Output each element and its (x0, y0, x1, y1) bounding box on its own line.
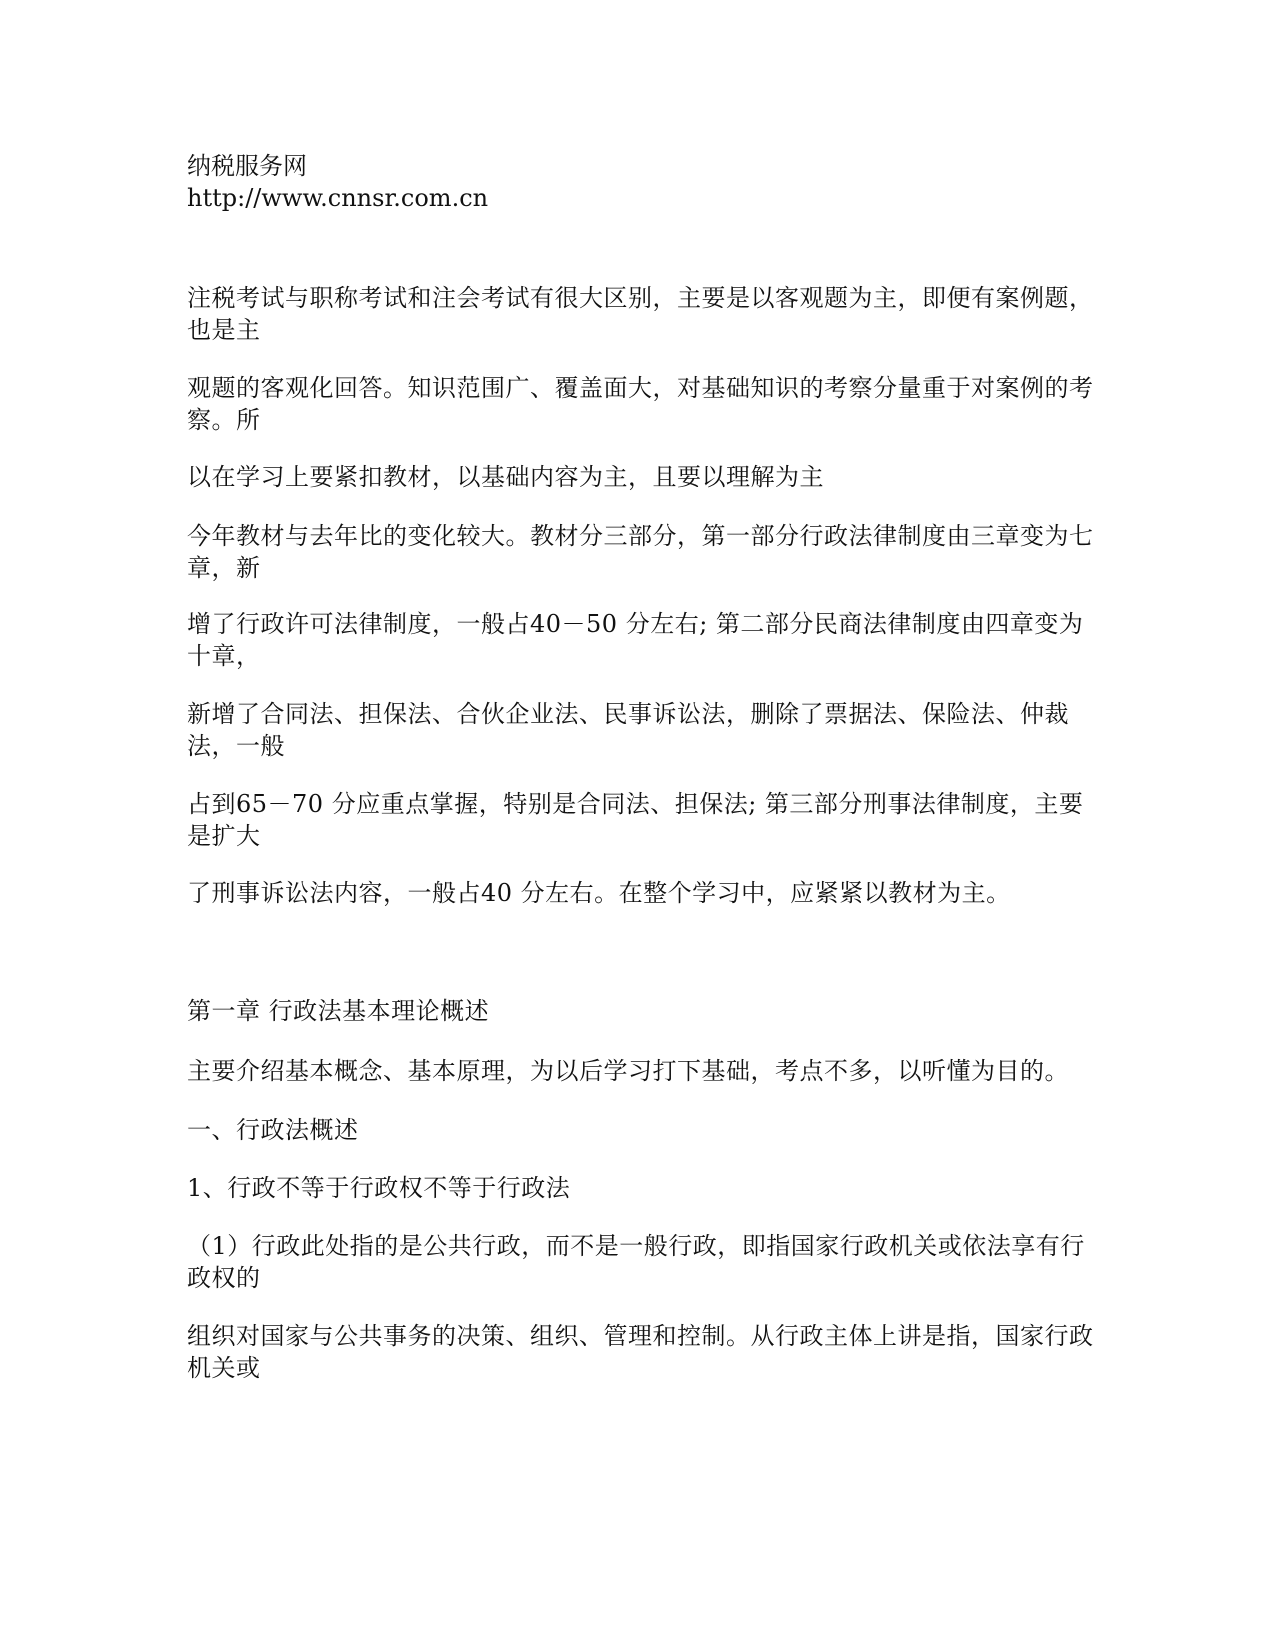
intro-paragraph-7: 占到65－70 分应重点掌握，特别是合同法、担保法; 第三部分刑事法律制度，主要是扩大 (187, 790, 1084, 850)
site-name: 纳税服务网 (187, 152, 307, 180)
intro-paragraph-6: 新增了合同法、担保法、合伙企业法、民事诉讼法，删除了票据法、保险法、仲裁法，一般 (187, 700, 1069, 760)
chapter-summary: 主要介绍基本概念、基本原理，为以后学习打下基础，考点不多，以听懂为目的。 (187, 1057, 1069, 1085)
subsection-heading: 1、行政不等于行政权不等于行政法 (187, 1174, 571, 1202)
body-paragraph-2: 组织对国家与公共事务的决策、组织、管理和控制。从行政主体上讲是指，国家行政机关或 (187, 1322, 1094, 1382)
intro-paragraph-8: 了刑事诉讼法内容，一般占40 分左右。在整个学习中，应紧紧以教材为主。 (187, 879, 1011, 907)
intro-paragraph-2: 观题的客观化回答。知识范围广、覆盖面大，对基础知识的考察分量重于对案例的考察。所 (187, 374, 1094, 434)
intro-paragraph-3: 以在学习上要紧扣教材，以基础内容为主，且要以理解为主 (187, 463, 824, 491)
intro-paragraph-5: 增了行政许可法律制度，一般占40－50 分左右; 第二部分民商法律制度由四章变为十章， (187, 610, 1084, 670)
intro-paragraph-1: 注税考试与职称考试和注会考试有很大区别，主要是以客观题为主，即便有案例题，也是主 (187, 284, 1094, 344)
section-heading: 一、行政法概述 (187, 1116, 359, 1144)
chapter-title: 第一章 行政法基本理论概述 (187, 997, 490, 1025)
body-paragraph-1: （1）行政此处指的是公共行政，而不是一般行政，即指国家行政机关或依法享有行政权的 (187, 1232, 1085, 1292)
page-header (187, 150, 488, 214)
site-url: http://www.cnnsr.com.cn (187, 184, 489, 212)
intro-paragraph-4: 今年教材与去年比的变化较大。教材分三部分，第一部分行政法律制度由三章变为七章，新 (187, 522, 1094, 582)
